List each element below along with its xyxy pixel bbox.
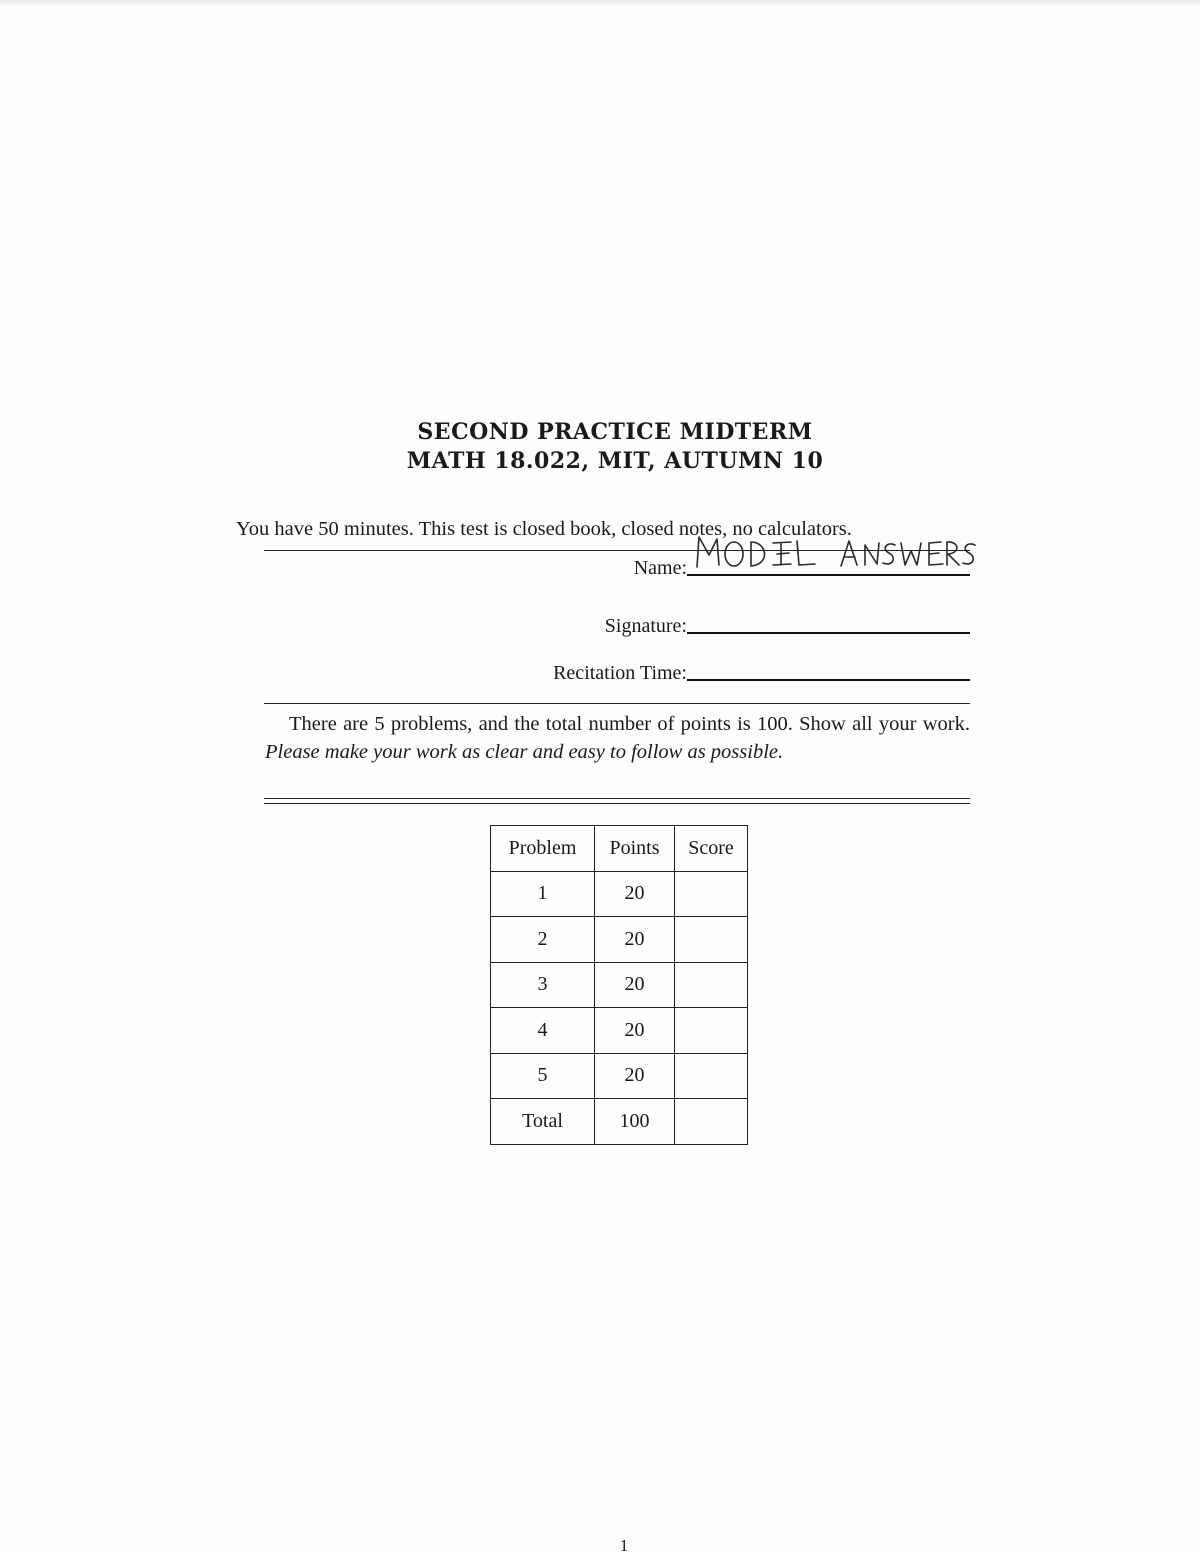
divider-double-lower [264, 803, 970, 804]
score-cell[interactable] [675, 871, 748, 917]
total-score-cell[interactable] [675, 1099, 748, 1145]
signature-label: Signature: [604, 615, 687, 637]
problem-cell: 4 [491, 1008, 595, 1054]
signature-field [605, 615, 970, 638]
points-cell: 20 [595, 917, 675, 963]
total-label-cell: Total [491, 1099, 595, 1145]
score-table-header [491, 826, 748, 872]
instructions-italic: Please make your work as clear and easy to follow as possible. [265, 741, 784, 763]
exam-title-line-1: SECOND PRACTICE MIDTERM [417, 419, 813, 445]
problem-cell: 1 [491, 871, 595, 917]
header-problem: Problem [491, 826, 595, 872]
header-points: Points [595, 826, 675, 872]
points-cell: 20 [595, 871, 675, 917]
points-cell: 20 [595, 962, 675, 1008]
page-number: 1 [619, 1536, 629, 1555]
problem-cell: 2 [491, 917, 595, 963]
points-cell: 20 [595, 1053, 675, 1099]
points-cell: 20 [595, 1008, 675, 1054]
divider-middle [264, 703, 970, 704]
recitation-time-field [553, 662, 970, 685]
table-row [491, 1008, 748, 1054]
divider-double-upper [264, 798, 970, 799]
total-points-cell: 100 [595, 1099, 675, 1145]
exam-instructions [265, 710, 970, 766]
handwritten-name [693, 533, 979, 573]
signature-line[interactable] [687, 632, 970, 634]
table-row-total [491, 1099, 748, 1145]
score-table [490, 825, 748, 1145]
score-cell[interactable] [675, 917, 748, 963]
name-field [634, 557, 970, 580]
score-cell[interactable] [675, 1053, 748, 1099]
table-row [491, 871, 748, 917]
name-line[interactable] [687, 574, 970, 576]
name-label: Name: [633, 557, 687, 579]
header-score: Score [675, 826, 748, 872]
score-cell[interactable] [675, 1008, 748, 1054]
recitation-time-label: Recitation Time: [553, 662, 687, 684]
recitation-time-line[interactable] [687, 679, 970, 681]
table-row [491, 917, 748, 963]
exam-rules-text: You have 50 minutes. This test is closed book, closed notes, no calculators. [236, 518, 852, 540]
problem-cell: 3 [491, 962, 595, 1008]
scan-edge-shadow [0, 0, 1200, 6]
exam-title [0, 418, 1200, 476]
problem-cell: 5 [491, 1053, 595, 1099]
instructions-plain: There are 5 problems, and the total number of points is 100. Show all your work. [289, 713, 970, 735]
table-row [491, 962, 748, 1008]
exam-title-line-2: MATH 18.022, MIT, AUTUMN 10 [406, 448, 824, 474]
table-row [491, 1053, 748, 1099]
score-cell[interactable] [675, 962, 748, 1008]
